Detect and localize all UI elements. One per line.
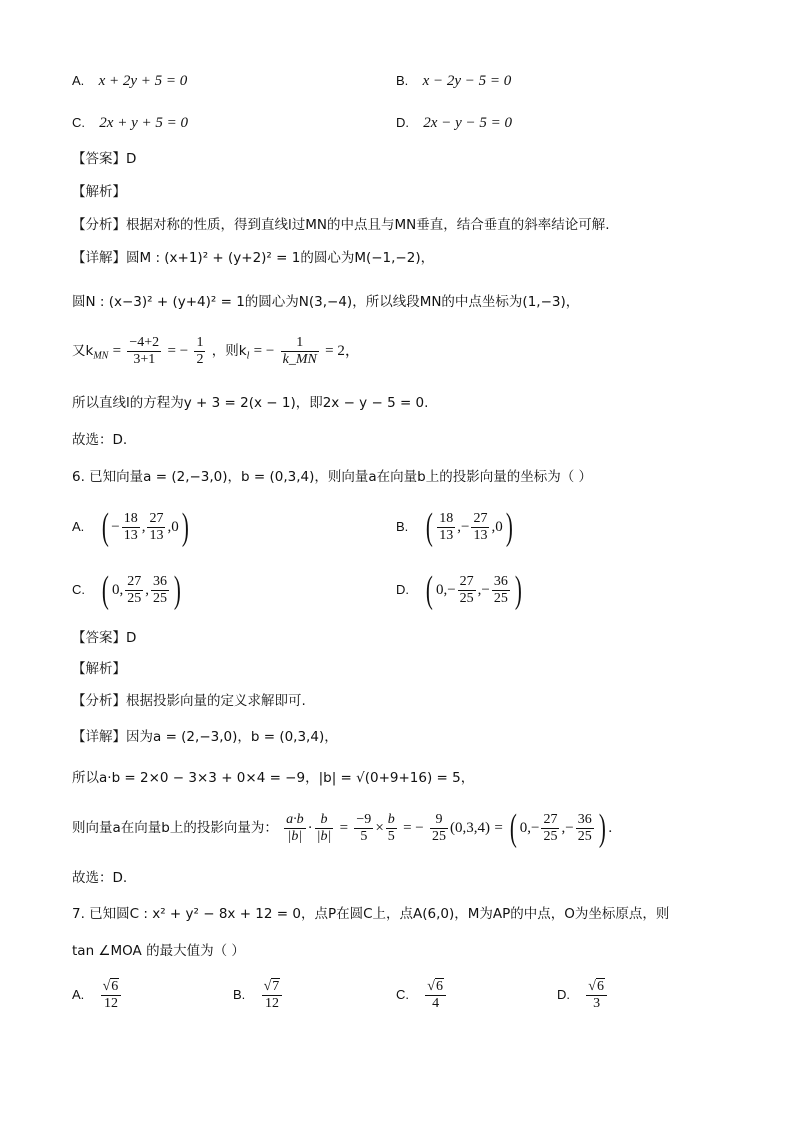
denominator: 25 <box>543 828 558 844</box>
lead: 0,− <box>519 820 540 836</box>
text: = − <box>167 343 189 359</box>
fraction <box>147 511 165 544</box>
sign: − <box>461 519 470 535</box>
numerator: 27 <box>127 573 142 589</box>
denominator: 25 <box>459 590 474 606</box>
q5-analysis-tag: 【解析】 <box>72 184 126 200</box>
left-paren: ( <box>102 569 110 611</box>
left-paren: ( <box>101 506 109 548</box>
q6-answer: 【答案】D <box>72 630 137 646</box>
q6-option-d <box>396 571 525 609</box>
fraction <box>425 978 446 1012</box>
comma: , <box>141 519 146 535</box>
q5-option-d <box>396 113 512 133</box>
option-label: C. <box>72 582 85 597</box>
denominator: |b| <box>316 828 332 844</box>
comma: , <box>145 582 149 598</box>
left-paren: ( <box>426 569 434 611</box>
option-label: B. <box>396 73 409 88</box>
q5-detail-1: 【详解】圆M : (x+1)² + (y+2)² = 1的圆心为M(−1,−2)， <box>72 250 435 266</box>
denominator: 25 <box>493 590 508 606</box>
q7-option-d <box>557 978 609 1012</box>
q7-option-b <box>233 978 284 1012</box>
right-paren: ) <box>598 807 606 849</box>
q5-conclusion: 故选：D. <box>72 432 128 448</box>
denominator: 25 <box>577 828 592 844</box>
equals-minus: = − <box>403 820 424 836</box>
numerator: 36 <box>152 573 167 589</box>
fraction <box>586 978 607 1012</box>
denominator: |b| <box>287 828 303 844</box>
q6-stem: 6. 已知向量a = (2,−3,0)，b = (0,3,4)，则向量a在向量b上的投影向量的坐标为（ ） <box>72 469 593 485</box>
q6-option-b <box>396 508 515 546</box>
option-label: C. <box>396 987 409 1002</box>
denominator: 5 <box>360 828 368 844</box>
option-text: 2x + y + 5 = 0 <box>99 115 188 131</box>
denominator: 12 <box>103 996 118 1011</box>
option-label: B. <box>396 519 409 534</box>
q5-fenxi: 【分析】根据对称的性质，得到直线l过MN的中点且与MN垂直，结合垂直的斜率结论可解. <box>72 217 610 233</box>
numerator: 18 <box>123 510 138 526</box>
option-text: x + 2y + 5 = 0 <box>98 73 188 89</box>
q7-stem-2: tan ∠MOA 的最大值为（ ） <box>72 943 245 959</box>
denominator: 3+1 <box>133 351 156 367</box>
q6-option-a <box>72 508 191 546</box>
q5-option-b <box>396 71 511 91</box>
denominator: 13 <box>473 527 488 543</box>
numerator: √6 <box>586 978 607 996</box>
numerator: b <box>387 811 395 827</box>
sign: − <box>481 582 490 598</box>
right-paren: ) <box>173 569 181 611</box>
numerator: 1 <box>281 335 319 352</box>
fraction <box>194 335 205 368</box>
fraction <box>125 574 143 607</box>
text: 又k <box>72 343 94 359</box>
numerator: 27 <box>459 573 474 589</box>
text: = <box>112 343 122 359</box>
fraction <box>386 812 397 845</box>
right-paren: ) <box>181 506 189 548</box>
numerator: b <box>315 812 334 829</box>
text: 则向量a在向量b上的投影向量为： <box>72 820 278 836</box>
denominator: 13 <box>149 527 164 543</box>
option-label: A. <box>72 987 85 1002</box>
numerator: √7 <box>262 978 283 996</box>
q7-option-a <box>72 978 123 1012</box>
vector: (0,3,4) <box>450 820 491 836</box>
comma: , <box>477 582 482 598</box>
numerator: −9 <box>356 811 372 827</box>
subscript: MN <box>93 350 109 362</box>
q5-detail-2: 圆N : (x−3)² + (y+4)² = 1的圆心为N(3,−4)，所以线段MN的中点坐标为(1,−3)， <box>72 294 580 310</box>
denominator: 25 <box>152 590 167 606</box>
numerator: 27 <box>543 811 558 827</box>
numerator: a·b <box>286 811 304 827</box>
q5-detail-4: 所以直线l的方程为y + 3 = 2(x − 1)，即2x − y − 5 = 0. <box>72 395 429 411</box>
left-paren: ( <box>425 506 433 548</box>
comma-minus: ,− <box>561 820 574 836</box>
option-label: D. <box>557 987 570 1002</box>
times: × <box>375 820 384 836</box>
q6-fenxi: 【分析】根据投影向量的定义求解即可. <box>72 693 306 709</box>
option-label: B. <box>233 987 246 1002</box>
fraction <box>127 335 161 368</box>
option-label: A. <box>72 73 85 88</box>
fraction <box>541 812 559 845</box>
text: ，则k <box>211 343 247 359</box>
radicand: 6 <box>596 979 604 994</box>
denominator: k_MN <box>282 351 317 367</box>
subscript: l <box>246 350 250 362</box>
q5-option-a <box>72 71 187 91</box>
numerator: 27 <box>473 510 488 526</box>
q5-answer: 【答案】D <box>72 151 137 167</box>
q6-detail-2: 所以a·b = 2×0 − 3×3 + 0×4 = −9，|b| = √(0+9+16) = 5， <box>72 770 475 786</box>
fraction <box>122 511 140 544</box>
numerator: 9 <box>430 812 448 829</box>
fraction <box>471 511 489 544</box>
denominator: 2 <box>196 351 204 367</box>
fraction <box>315 812 334 845</box>
numerator: √6 <box>101 978 122 996</box>
radicand: 6 <box>435 979 443 994</box>
denominator: 25 <box>432 828 447 844</box>
numerator: √6 <box>425 978 446 996</box>
q7-stem-1: 7. 已知圆C : x² + y² − 8x + 12 = 0，点P在圆C上，点A(6,0)，M为AP的中点，O为坐标原点，则 <box>72 906 670 922</box>
q5-detail-3 <box>72 333 360 375</box>
denominator: 12 <box>264 996 279 1011</box>
radicand: 7 <box>272 979 280 994</box>
option-text: x − 2y − 5 = 0 <box>422 73 512 89</box>
option-label: D. <box>396 115 409 130</box>
denominator: 4 <box>432 996 440 1011</box>
denominator: 13 <box>439 527 454 543</box>
q6-analysis-tag: 【解析】 <box>72 661 126 677</box>
fraction <box>284 812 306 845</box>
numerator: 27 <box>149 510 164 526</box>
option-label: D. <box>396 582 409 597</box>
equals: = <box>339 820 349 836</box>
period: . <box>608 820 613 836</box>
radicand: 6 <box>111 979 119 994</box>
fraction <box>458 574 476 607</box>
option-label: C. <box>72 115 85 130</box>
denominator: 13 <box>123 527 138 543</box>
denominator: 5 <box>387 828 395 844</box>
denominator: 3 <box>593 996 601 1011</box>
numerator: 18 <box>439 510 454 526</box>
fraction <box>430 812 448 845</box>
option-text: 2x − y − 5 = 0 <box>423 115 512 131</box>
right-paren: ) <box>514 569 522 611</box>
q6-conclusion: 故选：D. <box>72 870 128 886</box>
lead: 0, <box>111 582 124 598</box>
dot: · <box>307 820 313 836</box>
option-label: A. <box>72 519 85 534</box>
q7-option-c <box>396 978 448 1012</box>
text: = − <box>253 343 275 359</box>
fraction <box>262 978 283 1012</box>
numerator: 36 <box>577 811 592 827</box>
denominator: 25 <box>127 590 142 606</box>
numerator: 1 <box>196 334 204 350</box>
fraction <box>151 574 169 607</box>
lead: 0,− <box>435 582 456 598</box>
tail: ,0 <box>167 519 179 535</box>
numerator: 36 <box>493 573 508 589</box>
comma: , <box>457 519 461 535</box>
left-paren: ( <box>509 807 517 849</box>
fraction <box>354 812 373 845</box>
numerator: −4+2 <box>129 334 160 350</box>
fraction <box>492 574 510 607</box>
sign: − <box>111 519 120 535</box>
fraction <box>437 511 455 544</box>
q6-detail-1: 【详解】因为a = (2,−3,0)，b = (0,3,4)， <box>72 729 338 745</box>
fraction <box>101 978 122 1012</box>
text: = 2， <box>325 343 360 359</box>
equals: = <box>494 820 503 836</box>
q6-option-c <box>72 571 184 609</box>
q5-option-c <box>72 113 188 133</box>
fraction <box>576 812 594 845</box>
tail: ,0 <box>491 519 503 535</box>
fraction <box>281 335 319 368</box>
q6-detail-3 <box>72 806 612 850</box>
right-paren: ) <box>505 506 513 548</box>
